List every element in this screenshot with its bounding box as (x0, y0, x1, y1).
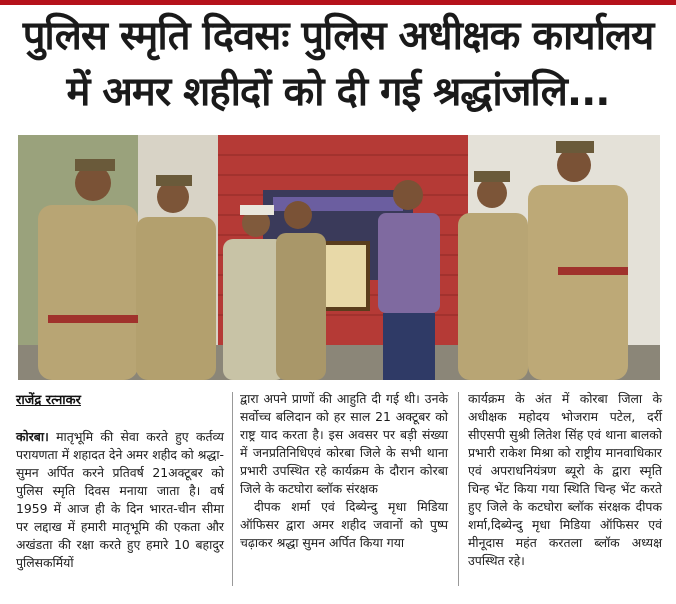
headline-line-2: में अमर शहीदों को दी गई श्रद्धांजलि... (66, 69, 610, 115)
article-column-3 (468, 390, 662, 570)
column-2-paragraph-2: दीपक शर्मा एवं दिब्येन्दु मृधा मिडिया ऑफिसर द्वारा अमर शहीद जवानों को पुष्प चढ़ाकर श्रद्धा सुमन अर्पित किया गया (240, 499, 448, 550)
column-rule (458, 392, 459, 586)
column-rule (232, 392, 233, 586)
headline (0, 8, 676, 120)
top-accent-bar (0, 0, 676, 5)
news-photo (18, 135, 660, 380)
dateline: कोरबा। (16, 429, 49, 444)
column-1-text: मातृभूमि की सेवा करते हुए कर्तव्य परायणता में शहादत देने अमर शहीद को श्रद्धा-सुमन अर्पित करने प्रतिवर्ष 21अक्टूबर को पुलिस स्मृति दिवस मनाया जाता है। वर्ष 1959 में आज ही के दिन भारत-चीन सीमा पर लद्दाख में हमारी मातृभूमि की एकता और अखंडता की रक्षा करते हुए हमारे 10 बहादुर पुलिसकर्मियों (16, 429, 224, 570)
article-column-1 (16, 428, 224, 572)
article-column-2 (240, 390, 448, 552)
column-2-paragraph-1: द्वारा अपने प्राणों की आहुति दी गई थी। उनके सर्वोच्च बलिदान को हर साल 21 अक्टूबर को राष्ट्र याद करता है। इस अवसर पर बड़ी संख्या में जनप्रतिनिधिएवं कोरबा जिले के सभी थाना प्रभारी उपस्थित रहे कार्यक्रम के दौरान कोरबा जिले के कटघोरा ब्लॉक संरक्षक (240, 391, 448, 496)
next-article-title-cropped (0, 588, 676, 604)
headline-line-1: पुलिस स्मृति दिवसः पुलिस अधीक्षक कार्यालय (22, 13, 654, 59)
column-3-text: कार्यक्रम के अंत में कोरबा जिला के अधीक्षक महोदय भोजराम पटेल, दर्री सीएसपी सुश्री लितेश सिंह एवं थाना बालको प्रभारी राकेश मिश्रा को राष्ट्रीय मानवाधिकार एवं अपराधनियंत्रण ब्यूरो के द्वारा स्मृति चिन्ह भेंट किया गया स्थिति चिन्ह भेंट करते हुए जिले के कटघोरा ब्लॉक संरक्षक दीपक शर्मा,दिब्येन्दु मृधा मिडिया ऑफिसर एवं मीनूदास महंत करतला ब्लॉक अध्यक्ष उपस्थित रहे। (468, 391, 662, 568)
byline: राजेंद्र रत्नाकर (16, 393, 81, 408)
